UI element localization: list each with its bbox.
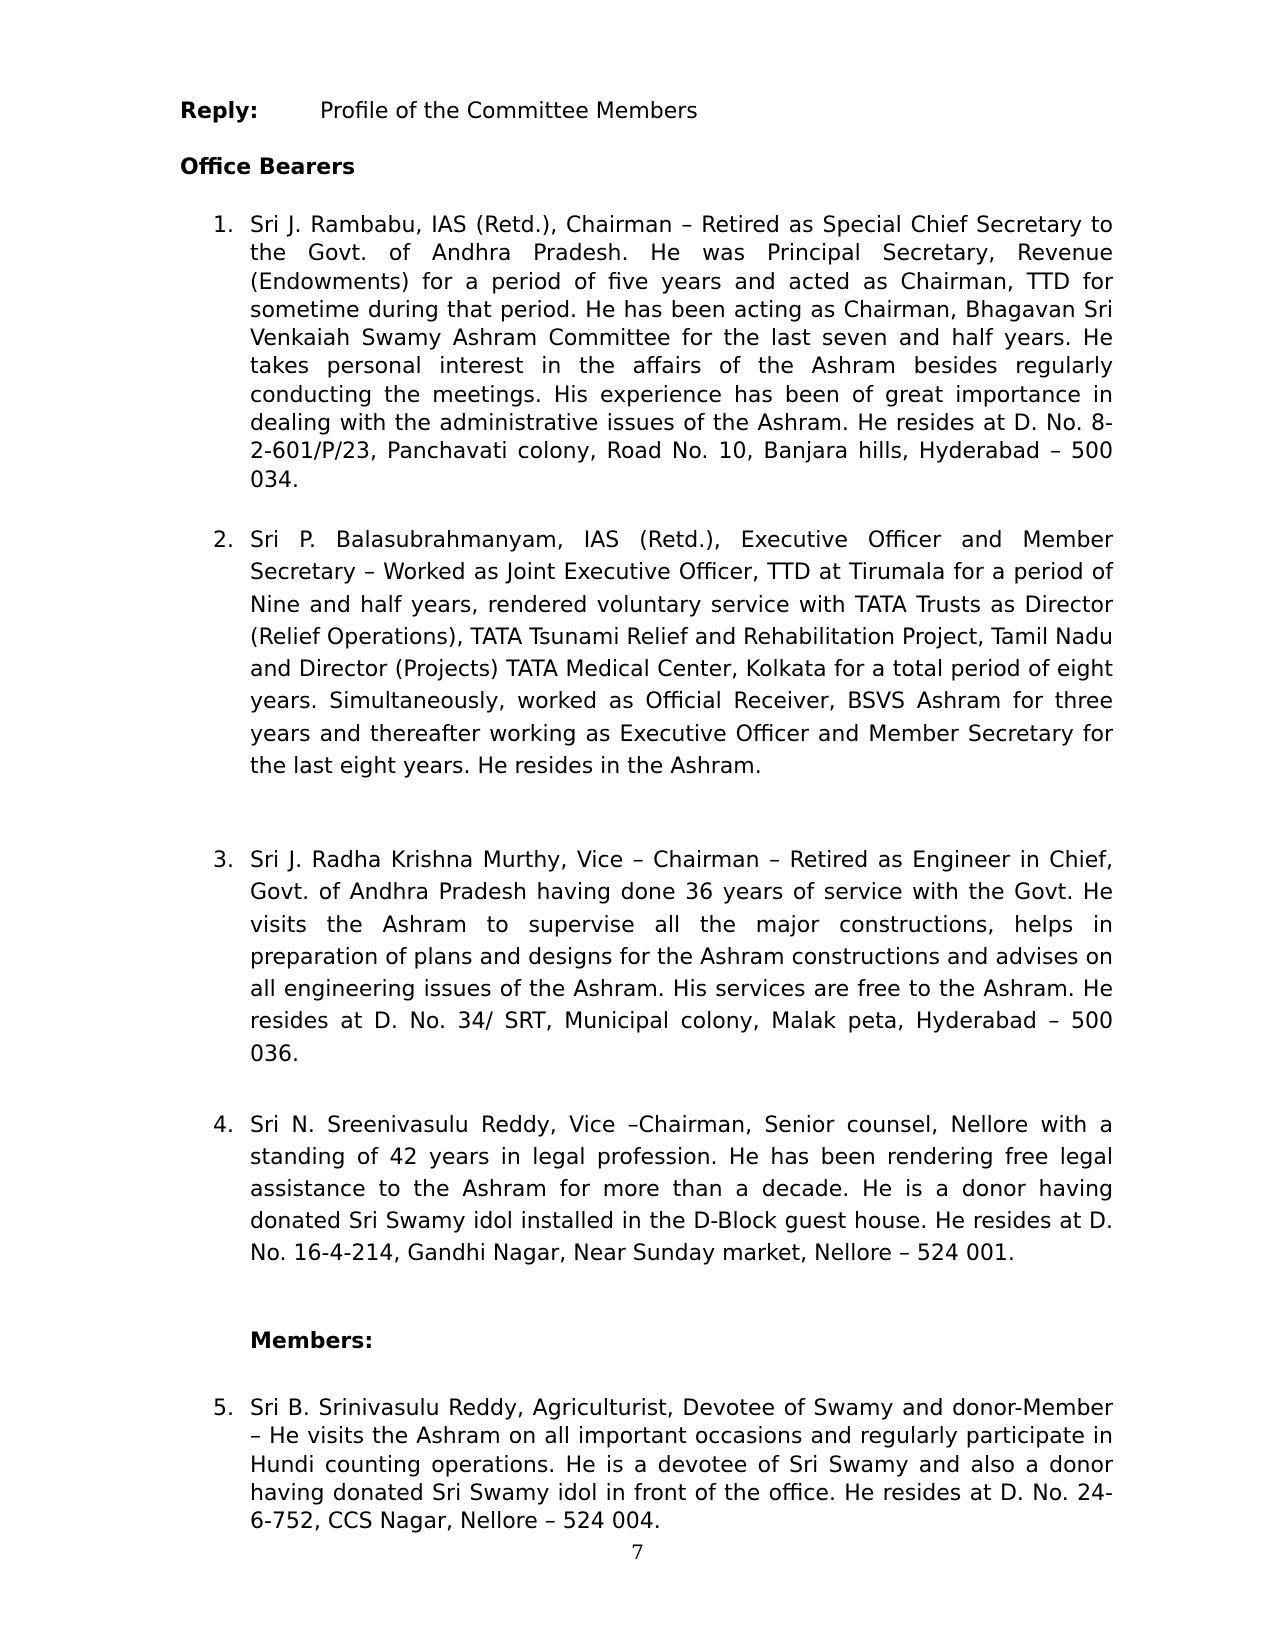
reply-subject: Profile of the Committee Members: [320, 99, 698, 124]
list-item: [213, 212, 1113, 495]
list-item-number: 1.: [213, 213, 234, 238]
list-item-text: Sri P. Balasubrahmanyam, IAS (Retd.), Executive Officer and Member Secretary – Worked as Joint Executive Officer, TTD at Tirumala for a period of Nine and half years, rendered voluntary service with TATA Trusts as Director (Relief Operations), TATA Tsunami Relief and Rehabilitation Project, Tamil Nadu and Director (Projects) TATA Medical Center, Kolkata for a total period of eight years. Simultaneously, worked as Official Receiver, BSVS Ashram for three years and thereafter working as Executive Officer and Member Secretary for the last eight years. He resides in the Ashram.: [250, 528, 1113, 780]
list-item: [213, 1110, 1113, 1270]
list-item-text: Sri J. Rambabu, IAS (Retd.), Chairman – Retired as Special Chief Secretary to the Govt. of Andhra Pradesh. He was Principal Secretary, Revenue (Endowments) for a period of five years and acted as Chairman, TTD for sometime during that period. He has been acting as Chairman, Bhagavan Sri Venkaiah Swamy Ashram Committee for the last seven and half years. He takes personal interest in the affairs of the Ashram besides regularly conducting the meetings. His experience has been of great importance in dealing with the administrative issues of the Ashram. He resides at D. No. 8-2-601/P/23, Panchavati colony, Road No. 10, Banjara hills, Hyderabad – 500 034.: [250, 213, 1113, 493]
list-item-text: Sri B. Srinivasulu Reddy, Agriculturist, Devotee of Swamy and donor-Member – He visits the Ashram on all important occasions and regularly participate in Hundi counting operations. He is a devotee of Sri Swamy and also a donor having donated Sri Swamy idol in front of the office. He resides at D. No. 24-6-752, CCS Nagar, Nellore – 524 004.: [250, 1396, 1113, 1535]
list-item: [213, 1395, 1113, 1536]
members-heading: Members:: [250, 1329, 374, 1354]
list-item: [213, 525, 1113, 783]
list-item-number: 5.: [213, 1396, 234, 1421]
list-item-text: Sri N. Sreenivasulu Reddy, Vice –Chairman, Senior counsel, Nellore with a standing of 42 years in legal profession. He has been rendering free legal assistance to the Ashram for more than a decade. He is a donor having donated Sri Swamy idol installed in the D-Block guest house. He resides at D. No. 16-4-214, Gandhi Nagar, Near Sunday market, Nellore – 524 001.: [250, 1113, 1113, 1266]
reply-line: [180, 98, 698, 126]
list-item-number: 2.: [213, 528, 234, 553]
list-item: [213, 845, 1113, 1071]
office-bearers-heading: Office Bearers: [180, 155, 356, 180]
list-item-number: 4.: [213, 1113, 234, 1138]
list-item-text: Sri J. Radha Krishna Murthy, Vice – Chairman – Retired as Engineer in Chief, Govt. of Andhra Pradesh having done 36 years of service with the Govt. He visits the Ashram to supervise all the major constructions, helps in preparation of plans and designs for the Ashram constructions and advises on all engineering issues of the Ashram. His services are free to the Ashram. He resides at D. No. 34/ SRT, Municipal colony, Malak peta, Hyderabad – 500 036.: [250, 848, 1113, 1067]
page-number: 7: [631, 1540, 644, 1564]
list-item-number: 3.: [213, 848, 234, 873]
reply-label: Reply:: [180, 99, 259, 124]
